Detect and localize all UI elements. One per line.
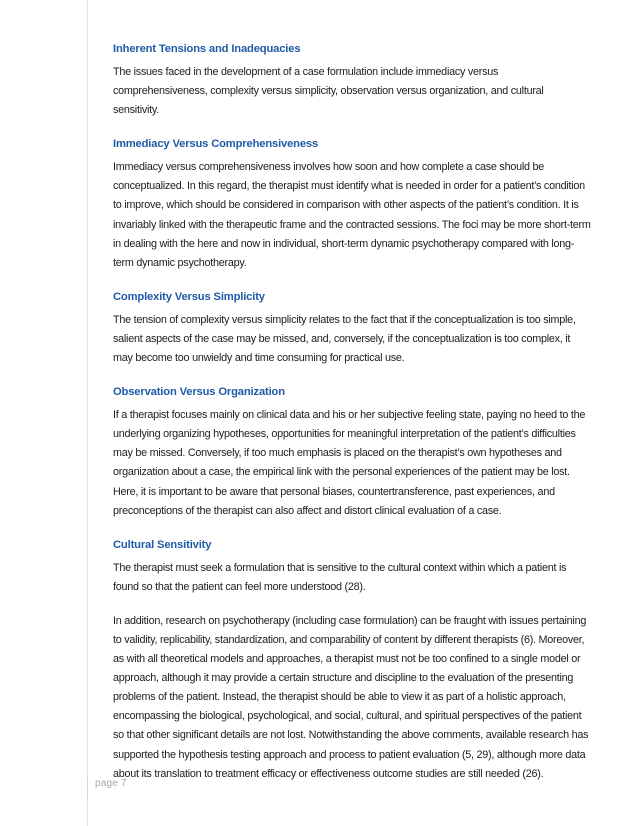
section-observation-organization [113, 383, 591, 521]
section-complexity-simplicity [113, 288, 591, 368]
section-heading: Observation Versus Organization [113, 386, 285, 399]
page-footer [87, 776, 148, 800]
section-inherent-tensions [113, 40, 591, 120]
section-paragraph: If a therapist focuses mainly on clinical data and his or her subjective feeling state, paying no heed to the underlying organizing hypotheses, opportunities for meaningful interpretation of the patient’s difficulties may be missed. Conversely, if too much emphasis is placed on the therapist’s own hypotheses and organization about a case, the empirical link with the personal experiences of the patient may be lost. Here, it is important to be aware that personal biases, countertransference, past experiences, and preconceptions of the therapist can also affect and distort clinical evaluation of a case. [113, 409, 586, 517]
section-heading: Complexity Versus Simplicity [113, 290, 265, 303]
page-margin-rule [87, 0, 88, 826]
section-heading: Inherent Tensions and Inadequacies [113, 43, 301, 55]
closing-paragraph: In addition, research on psychotherapy (including case formulation) can be fraught with issues pertaining to validity, replicability, standardization, and comparability of content by different therapists (6). Moreover, as with all theoretical models and approaches, a therapist must not be too confined to a single model or approach, although it may provide a certain structure and discipline to the evaluation of the presenting problems of the patient. Instead, the therapist should be able to view it as part of a holistic approach, encompassing the biological, psychological, and social, cultural, and spiritual perspectives of the patient so that other significant details are not lost. Notwithstanding the above comments, available research has supported the hypothesis testing approach and process to patient evaluation (5, 29), although more data about its translation to treatment efficacy or effectiveness outcome studies are still needed (26). [113, 614, 589, 780]
section-heading: Immediacy Versus Comprehensiveness [113, 138, 319, 151]
section-cultural-sensitivity [113, 536, 591, 597]
page-number: page 7 [95, 778, 127, 789]
section-heading: Cultural Sensitivity [113, 538, 212, 551]
section-immediacy-comprehensiveness [113, 135, 591, 273]
section-paragraph: Immediacy versus comprehensiveness involves how soon and how complete a case should be conceptualized. In this regard, the therapist must identify what is needed in order for a patient’s condition to improve, which should be considered in comparison with other aspects of the patient’s condition. It is invariably linked with the therapeutic frame and the contracted sessions. The foci may be more short-term in dealing with the here and now in individual, short-term dynamic psychotherapy compared with long-term dynamic psychotherapy. [113, 161, 591, 269]
section-paragraph: The issues faced in the development of a case formulation include immediacy versus comprehensiveness, complexity versus simplicity, observation versus organization, and cultural sensitivity. [113, 66, 544, 117]
section-paragraph: The therapist must seek a formulation that is sensitive to the cultural context within which a patient is found so that the patient can feel more understood (28). [113, 561, 567, 593]
document-body [113, 40, 591, 784]
section-paragraph: The tension of complexity versus simplicity relates to the fact that if the conceptualization is too simple, salient aspects of the case may be missed, and, conversely, if the conceptualization is too complex, it may become too unwieldy and time consuming for practical use. [113, 313, 576, 365]
